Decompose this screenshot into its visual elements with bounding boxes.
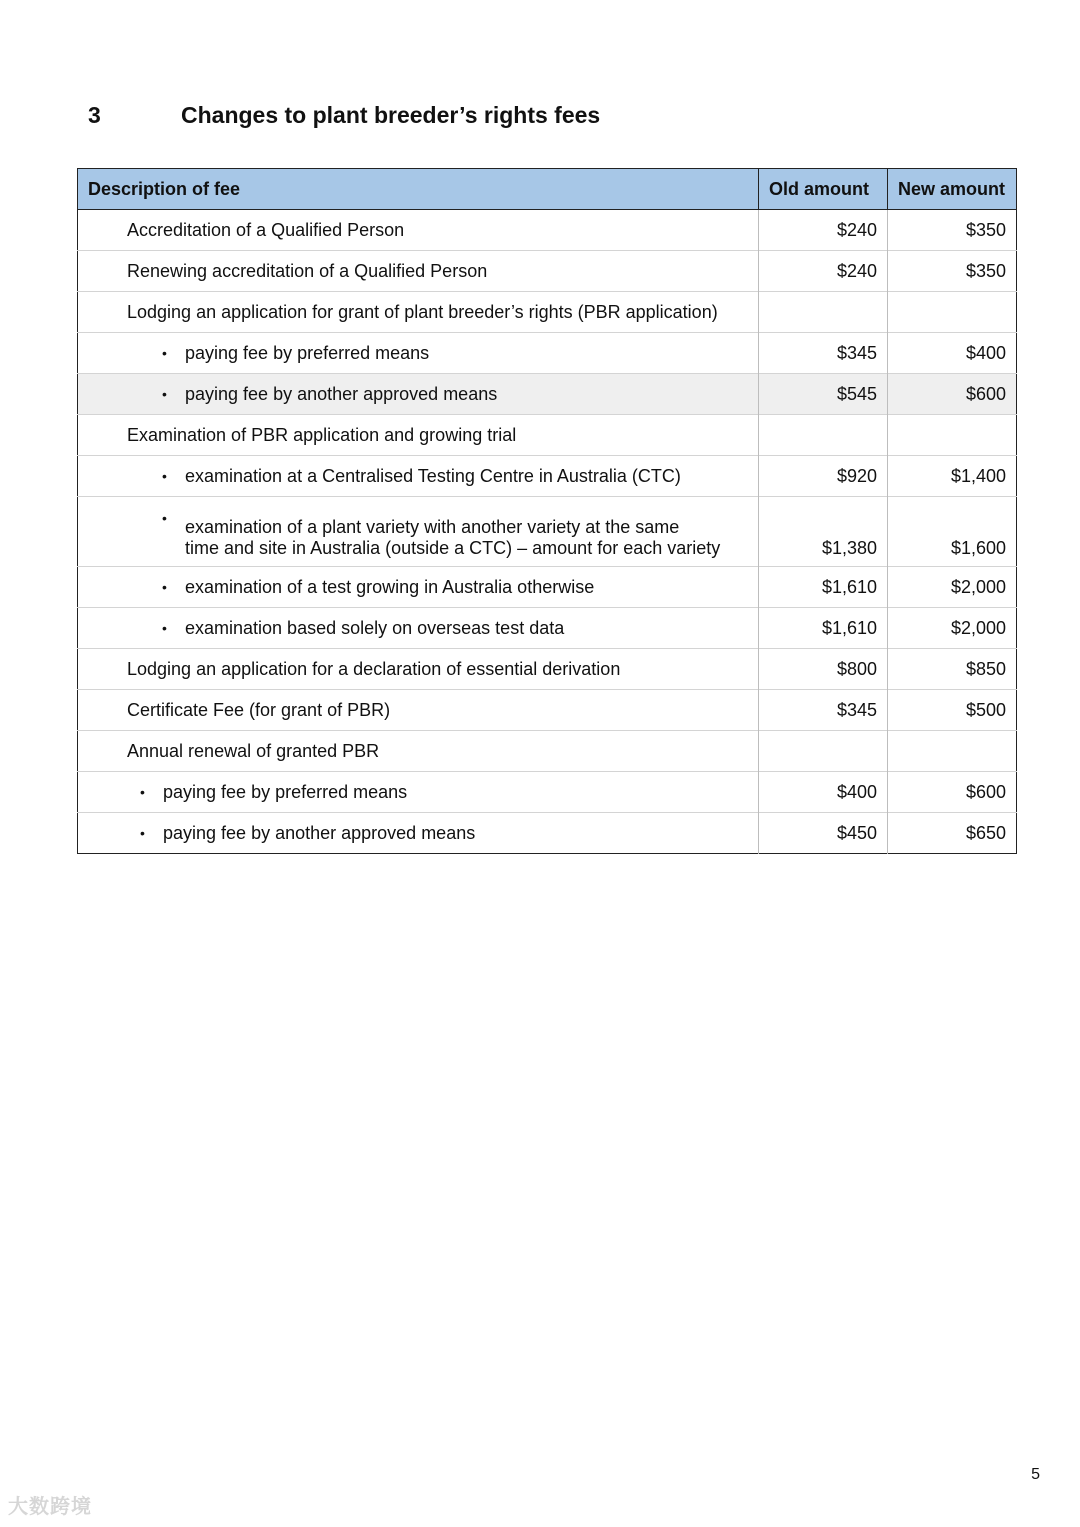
new-amount (888, 731, 1017, 772)
table-row (78, 210, 1017, 251)
section-number: 3 (88, 102, 101, 128)
header-description: Description of fee (78, 169, 759, 210)
table-row (78, 608, 1017, 649)
fee-description-cell (78, 772, 759, 813)
fee-description: paying fee by preferred means (163, 781, 408, 802)
table-header-row (78, 169, 1017, 210)
new-amount: $1,600 (888, 497, 1017, 567)
fee-description-cell (78, 497, 759, 567)
fee-description: paying fee by preferred means (185, 342, 430, 363)
fee-description-line: time and site in Australia (outside a CTC) – amount for each variety (185, 538, 721, 558)
new-amount: $2,000 (888, 567, 1017, 608)
table-row (78, 567, 1017, 608)
table-row (78, 649, 1017, 690)
fee-description: Lodging an application for grant of plant breeder’s rights (PBR application) (78, 292, 759, 333)
fee-description: examination of a test growing in Australia otherwise (185, 576, 595, 597)
old-amount: $1,380 (759, 497, 888, 567)
fee-description-cell (78, 608, 759, 649)
old-amount: $240 (759, 251, 888, 292)
table-row (78, 497, 1017, 567)
new-amount: $500 (888, 690, 1017, 731)
header-old-amount: Old amount (759, 169, 888, 210)
fee-description: Lodging an application for a declaration of essential derivation (78, 649, 759, 690)
bullet: • (140, 825, 145, 841)
table-row (78, 333, 1017, 374)
fee-description-cell (78, 456, 759, 497)
fee-description-cell (78, 333, 759, 374)
new-amount: $600 (888, 772, 1017, 813)
section-heading (88, 102, 600, 129)
bullet: • (162, 509, 167, 526)
fee-description: paying fee by another approved means (163, 822, 476, 843)
old-amount: $240 (759, 210, 888, 251)
fee-description: Renewing accreditation of a Qualified Person (78, 251, 759, 292)
fee-description: Examination of PBR application and growing trial (78, 415, 759, 456)
table-row (78, 456, 1017, 497)
bullet: • (162, 579, 167, 595)
bullet: • (162, 386, 167, 402)
new-amount: $1,400 (888, 456, 1017, 497)
fee-description-cell (78, 567, 759, 608)
old-amount (759, 415, 888, 456)
bullet: • (162, 345, 167, 361)
new-amount: $350 (888, 210, 1017, 251)
old-amount: $920 (759, 456, 888, 497)
old-amount (759, 292, 888, 333)
new-amount: $650 (888, 813, 1017, 854)
bullet: • (140, 784, 145, 800)
old-amount (759, 731, 888, 772)
old-amount: $545 (759, 374, 888, 415)
fee-description-cell (78, 813, 759, 854)
table-row (78, 251, 1017, 292)
fee-description: Certificate Fee (for grant of PBR) (78, 690, 759, 731)
page-number: 5 (1031, 1466, 1040, 1483)
old-amount: $450 (759, 813, 888, 854)
fee-description: Accreditation of a Qualified Person (78, 210, 759, 251)
old-amount: $345 (759, 333, 888, 374)
fee-description-line: examination of a plant variety with another variety at the same (185, 517, 680, 537)
table-row (78, 690, 1017, 731)
fee-description: Annual renewal of granted PBR (78, 731, 759, 772)
new-amount (888, 292, 1017, 333)
fee-description-cell (78, 374, 759, 415)
old-amount: $800 (759, 649, 888, 690)
table-row (78, 292, 1017, 333)
section-title: Changes to plant breeder’s rights fees (181, 102, 601, 128)
fee-description: examination based solely on overseas test data (185, 617, 565, 638)
new-amount: $850 (888, 649, 1017, 690)
old-amount: $1,610 (759, 567, 888, 608)
old-amount: $400 (759, 772, 888, 813)
new-amount: $2,000 (888, 608, 1017, 649)
new-amount: $400 (888, 333, 1017, 374)
fee-table (77, 168, 1017, 854)
new-amount (888, 415, 1017, 456)
old-amount: $1,610 (759, 608, 888, 649)
table-row (78, 772, 1017, 813)
header-new-amount: New amount (888, 169, 1017, 210)
bullet: • (162, 468, 167, 484)
table-row (78, 415, 1017, 456)
table-row (78, 731, 1017, 772)
watermark: 大数跨境 (8, 1496, 92, 1518)
fee-description: paying fee by another approved means (185, 383, 498, 404)
bullet: • (162, 620, 167, 636)
table-row (78, 813, 1017, 854)
old-amount: $345 (759, 690, 888, 731)
fee-description: examination at a Centralised Testing Centre in Australia (CTC) (185, 465, 681, 486)
new-amount: $600 (888, 374, 1017, 415)
new-amount: $350 (888, 251, 1017, 292)
table-row (78, 374, 1017, 415)
